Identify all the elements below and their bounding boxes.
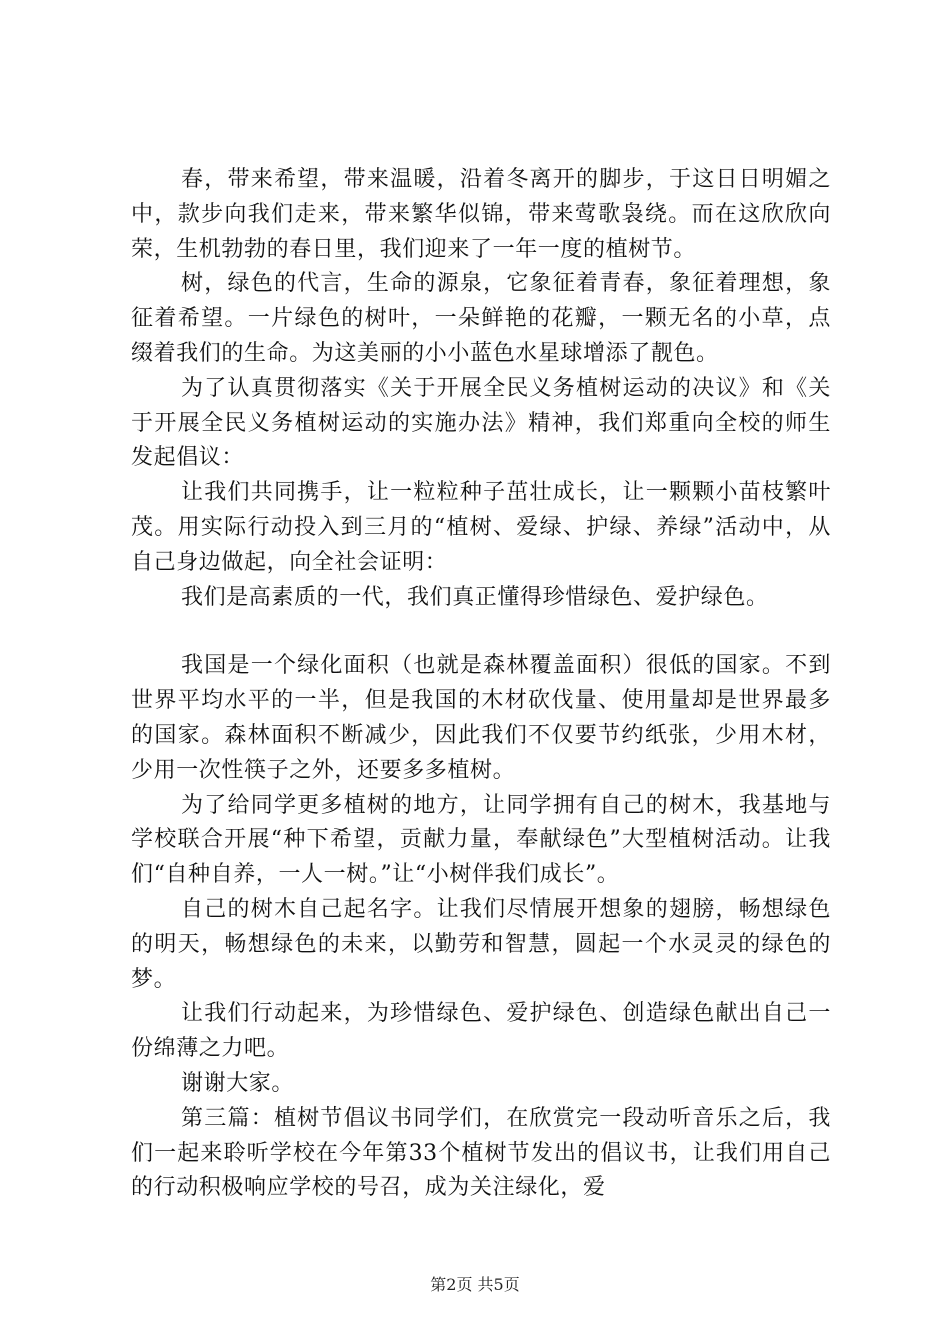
paragraph-11: 第三篇：植树节倡议书同学们，在欣赏完一段动听音乐之后，我们一起来聆听学校在今年第33个植树节发出的倡议书，让我们用自己的行动积极响应学校的号召，成为关注绿化，爱	[131, 1105, 831, 1201]
paragraph-7: 为了给同学更多植树的地方，让同学拥有自己的树木，我基地与学校联合开展“种下希望，贡献力量，奉献绿色”大型植树活动。让我们“自种自养，一人一树。”让“小树伴我们成长”。	[131, 792, 831, 888]
page-number-footer: 第2页 共5页	[430, 1275, 520, 1294]
document-body	[131, 163, 831, 1206]
paragraph-10: 谢谢大家。	[181, 1070, 295, 1096]
paragraph-3: 为了认真贯彻落实《关于开展全民义务植树运动的决议》和《关于开展全民义务植树运动的实施办法》精神，我们郑重向全校的师生发起倡议：	[131, 375, 831, 471]
paragraph-4: 让我们共同携手，让一粒粒种子茁壮成长，让一颗颗小苗枝繁叶茂。用实际行动投入到三月的“植树、爱绿、护绿、养绿”活动中，从自己身边做起，向全社会证明：	[131, 480, 831, 575]
paragraph-6: 我国是一个绿化面积（也就是森林覆盖面积）很低的国家。不到世界平均水平的一半，但是我国的木材砍伐量、使用量却是世界最多的国家。森林面积不断减少，因此我们不仅要节约纸张，少用木材，少用一次性筷子之外，还要多多植树。	[131, 653, 831, 783]
paragraph-2: 树，绿色的代言，生命的源泉，它象征着青春，象征着理想，象征着希望。一片绿色的树叶，一朵鲜艳的花瓣，一颗无名的小草，点缀着我们的生命。为这美丽的小小蓝色水星球增添了靓色。	[131, 271, 831, 366]
paragraph-1: 春，带来希望，带来温暖，沿着冬离开的脚步，于这日日明媚之中，款步向我们走来，带来繁华似锦，带来莺歌袅绕。而在这欣欣向荣，生机勃勃的春日里，我们迎来了一年一度的植树节。	[131, 167, 831, 262]
paragraph-9: 让我们行动起来，为珍惜绿色、爱护绿色、创造绿色献出自己一份绵薄之力吧。	[131, 1001, 831, 1062]
paragraph-5: 我们是高素质的一代，我们真正懂得珍惜绿色、爱护绿色。	[181, 584, 769, 610]
paragraph-8: 自己的树木自己起名字。让我们尽情展开想象的翅膀，畅想绿色的明天，畅想绿色的未来，以勤劳和智慧，圆起一个水灵灵的绿色的梦。	[131, 896, 831, 992]
